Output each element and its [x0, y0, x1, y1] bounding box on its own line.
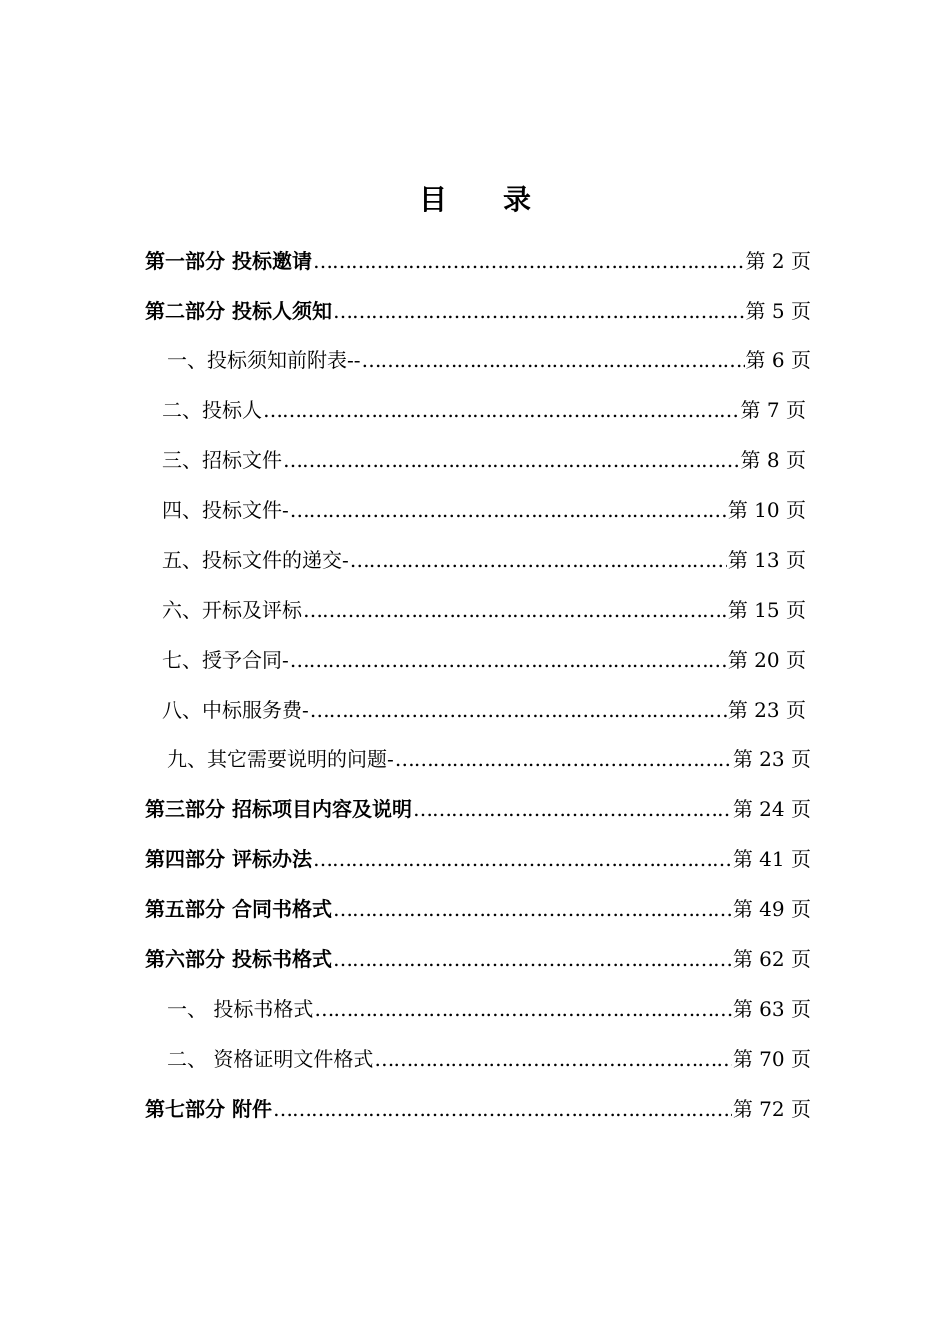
dot-leader	[362, 348, 745, 372]
dot-leader	[303, 598, 727, 622]
toc-entry-page: 第 72 页	[732, 1097, 811, 1121]
toc-entry-label: 五、投标文件的递交-	[162, 548, 349, 572]
toc-entry-label: 第六部分 投标书格式	[145, 947, 332, 971]
toc-entry-label: 三、招标文件	[162, 448, 282, 472]
toc-entry-page: 第 15 页	[727, 598, 806, 622]
toc-entry-part-2[interactable]	[145, 295, 811, 345]
toc-entry-label: 一、 投标书格式	[167, 997, 314, 1021]
toc-entry-2-8[interactable]	[162, 694, 806, 744]
toc-entry-label: 第二部分 投标人须知	[145, 299, 332, 323]
toc-entry-label: 第四部分 评标办法	[145, 847, 312, 871]
dot-leader	[413, 797, 732, 821]
toc-entry-page: 第 13 页	[727, 548, 806, 572]
dot-leader	[395, 747, 732, 771]
toc-entry-page: 第 5 页	[745, 299, 811, 323]
toc-entry-label: 六、开标及评标	[162, 598, 302, 622]
toc-entry-page: 第 23 页	[732, 747, 811, 771]
toc-entry-label: 第七部分 附件	[145, 1097, 272, 1121]
toc-entry-page: 第 6 页	[745, 348, 811, 372]
toc-entry-page: 第 49 页	[732, 897, 811, 921]
toc-entry-2-2[interactable]	[162, 394, 806, 444]
toc-entry-label: 二、 资格证明文件格式	[167, 1047, 374, 1071]
toc-entry-part-7[interactable]	[145, 1093, 811, 1143]
dot-leader	[310, 698, 727, 722]
toc-entry-label: 七、授予合同-	[162, 648, 289, 672]
toc-entry-part-5[interactable]	[145, 893, 811, 943]
toc-entry-2-7[interactable]	[162, 644, 806, 694]
toc-entry-part-4[interactable]	[145, 843, 811, 893]
toc-entry-page: 第 63 页	[732, 997, 811, 1021]
toc-entry-label: 二、投标人	[162, 398, 262, 422]
toc-entry-label: 九、其它需要说明的问题-	[167, 747, 394, 771]
toc-entry-6-1[interactable]	[167, 993, 811, 1043]
toc-entry-page: 第 20 页	[727, 648, 806, 672]
toc-entry-page: 第 2 页	[745, 249, 811, 273]
toc-entry-2-5[interactable]	[162, 544, 806, 594]
dot-leader	[273, 1097, 732, 1121]
toc-entry-part-3[interactable]	[145, 793, 811, 843]
toc-entry-label: 第三部分 招标项目内容及说明	[145, 797, 412, 821]
dot-leader	[333, 947, 732, 971]
toc-entry-label: 八、中标服务费-	[162, 698, 309, 722]
toc-entry-page: 第 70 页	[732, 1047, 811, 1071]
dot-leader	[374, 1047, 731, 1071]
dot-leader	[313, 847, 732, 871]
dot-leader	[290, 498, 727, 522]
toc-entry-2-4[interactable]	[162, 494, 806, 544]
toc-entry-page: 第 23 页	[727, 698, 806, 722]
toc-entry-label: 第五部分 合同书格式	[145, 897, 332, 921]
toc-entry-part-6[interactable]	[145, 943, 811, 993]
page-title: 目 录	[418, 183, 531, 216]
toc-entry-2-9[interactable]	[167, 743, 811, 793]
dot-leader	[313, 249, 745, 273]
dot-leader	[333, 299, 745, 323]
toc-entry-label: 第一部分 投标邀请	[145, 249, 312, 273]
toc-entry-2-3[interactable]	[162, 444, 806, 494]
dot-leader	[263, 398, 740, 422]
dot-leader	[283, 448, 740, 472]
toc-entry-label: 四、投标文件-	[162, 498, 289, 522]
toc-entry-page: 第 24 页	[732, 797, 811, 821]
toc-entry-6-2[interactable]	[167, 1043, 811, 1093]
dot-leader	[314, 997, 731, 1021]
toc-entry-page: 第 10 页	[727, 498, 806, 522]
toc-entry-page: 第 7 页	[740, 398, 806, 422]
toc-entry-2-6[interactable]	[162, 594, 806, 644]
toc-entry-label: 一、投标须知前附表--	[167, 348, 361, 372]
dot-leader	[350, 548, 727, 572]
toc-entry-part-1[interactable]	[145, 245, 811, 295]
toc-entry-page: 第 8 页	[740, 448, 806, 472]
dot-leader	[290, 648, 727, 672]
toc-entry-page: 第 41 页	[732, 847, 811, 871]
dot-leader	[333, 897, 732, 921]
toc-entry-2-1[interactable]	[167, 344, 811, 394]
toc-entry-page: 第 62 页	[732, 947, 811, 971]
